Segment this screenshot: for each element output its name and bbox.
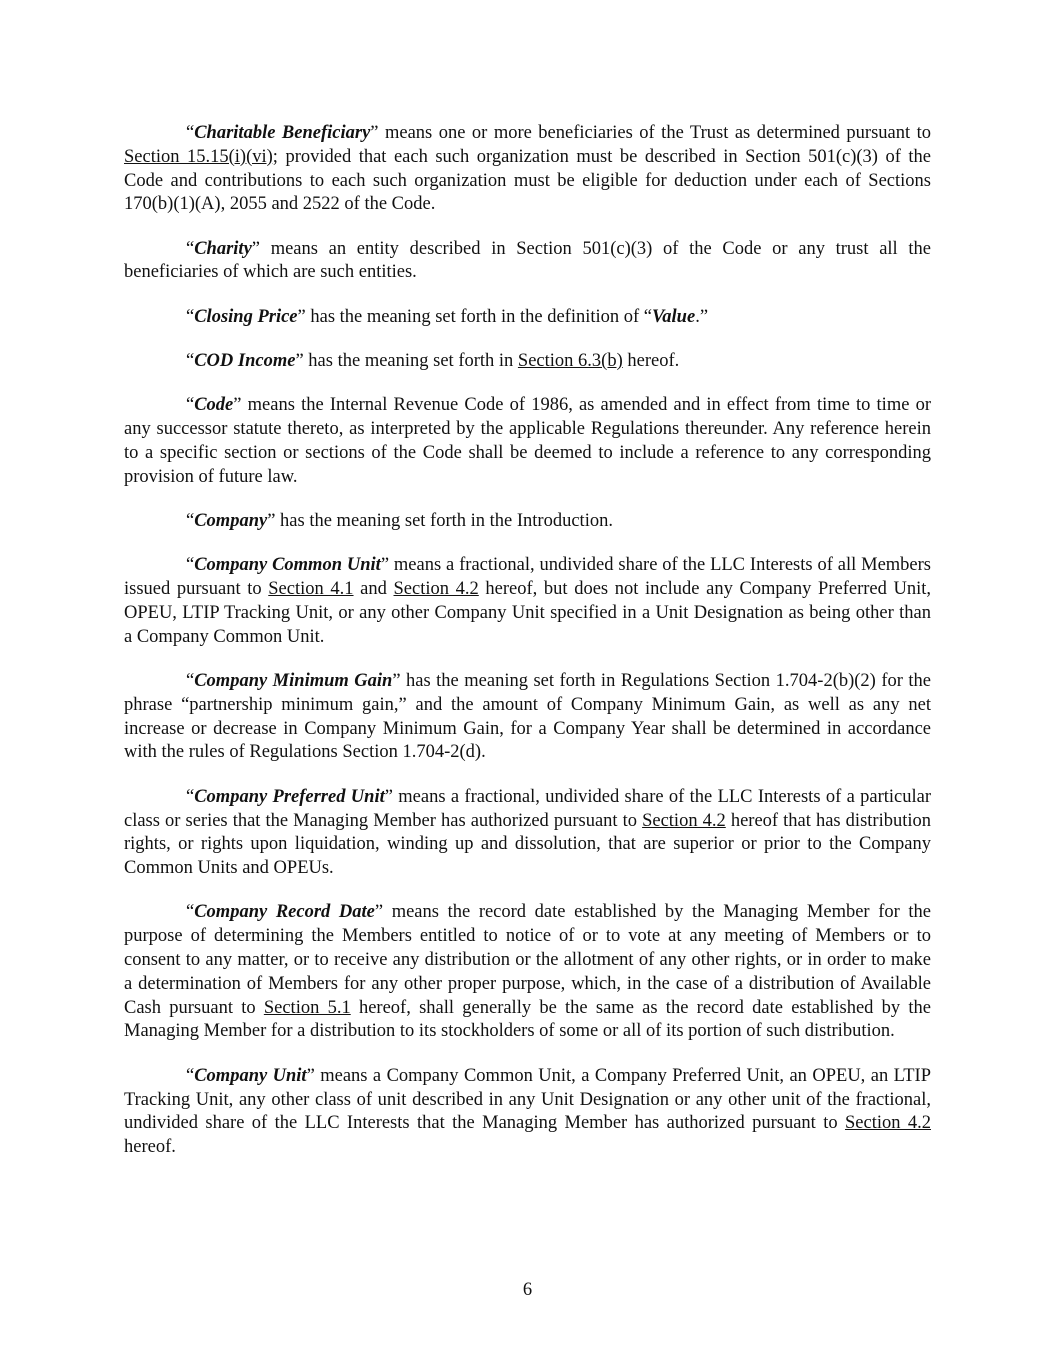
- definition-paragraph: [124, 510, 931, 534]
- definition-text: “: [186, 902, 195, 923]
- definition-text: ” means a fractional, undivided share of the LLC Interests of all Members issued pursuant to: [124, 555, 931, 600]
- defined-term: Company Unit: [194, 1065, 307, 1086]
- definition-text: “: [186, 351, 195, 372]
- definition-text: ” means the record date established by the Managing Member for the purpose of determining the Members entitled to notice of or to vote at any meeting of Members or to consent to any matter, or to receive any distribution or the allotment of any other rights, or in order to make a determination of Members for any other proper purpose, which, in the case of a distribution of Available Cash pursuant to: [124, 902, 931, 1018]
- definition-text: ” means one or more beneficiaries of the Trust as determined pursuant to: [370, 123, 931, 143]
- definition-text: “: [186, 555, 195, 576]
- definitions-list: [124, 122, 931, 1160]
- definition-text: ” has the meaning set forth in the definition of “: [297, 306, 652, 327]
- definition-text: “: [186, 238, 195, 259]
- section-reference: Section 4.2: [844, 1113, 931, 1134]
- definition-text: “: [186, 786, 195, 807]
- defined-term: Value: [652, 306, 696, 327]
- definition-paragraph: [124, 786, 931, 881]
- definition-text: ” has the meaning set forth in the Introduction.: [267, 511, 613, 532]
- definition-paragraph: [124, 670, 931, 765]
- definition-text: hereof, but does not include any Company Preferred Unit, OPEU, LTIP Tracking Unit, or any other Company Unit specified in a Unit Designation as being other than a Company Common Unit.: [124, 579, 931, 647]
- definition-paragraph: [124, 1065, 931, 1160]
- defined-term: Closing Price: [194, 306, 298, 327]
- defined-term: COD Income: [194, 351, 296, 372]
- page-number: 6: [522, 1280, 533, 1300]
- definition-text: ” has the meaning set forth in Regulations Section 1.704-2(b)(2) for the phrase “partnership minimum gain,” and the amount of Company Minimum Gain, as well as any net increase or decrease in Company Minimum Gain, for a Company Year shall be determined in accordance with the rules of Regulations Section 1.704-2(d).: [124, 671, 931, 763]
- defined-term: Company Record Date: [194, 902, 375, 923]
- section-reference: Section 4.1: [268, 579, 354, 600]
- defined-term: Charitable Beneficiary: [194, 123, 371, 143]
- document-page: [124, 122, 931, 1180]
- definition-text: ” means a Company Common Unit, a Company Preferred Unit, an OPEU, an LTIP Tracking Unit, any other class of unit described in any Unit Designation or any other unit of the fractional, undivided share of the LLC Interests that the Managing Member has authorized pursuant to: [124, 1065, 931, 1134]
- section-reference: Section 4.2: [642, 810, 726, 831]
- definition-text: ” means the Internal Revenue Code of 1986, as amended and in effect from time to time or any successor statute thereto, as interpreted by the applicable Regulations thereunder. Any reference herein to a specific section or sections of the Code shall be deemed to include a reference to any corresponding provision of future law.: [124, 395, 931, 487]
- definition-paragraph: [124, 238, 931, 286]
- section-reference: Section 6.3(b): [517, 351, 623, 372]
- section-reference: Section 15.15(i)(vi): [124, 146, 273, 167]
- definition-text: hereof that has distribution rights, or rights upon liquidation, winding up and dissolution, that are superior or prior to the Company Common Units and OPEUs.: [124, 810, 931, 879]
- definition-text: “: [186, 511, 195, 532]
- definition-text: ; provided that each such organization must be described in Section 501(c)(3) of the Code and contributions to each such organization must be eligible for deduction under each of Sections 170(b)(1)(A), 2055 and 2522 of the Code.: [124, 146, 931, 215]
- definition-text: “: [186, 395, 195, 416]
- definition-text: hereof, shall generally be the same as the record date established by the Managing Member for a distribution to its stockholders of some or all of its portion of such distribution.: [124, 997, 931, 1042]
- definition-paragraph: [124, 350, 931, 374]
- defined-term: Company Minimum Gain: [194, 671, 393, 692]
- definition-text: “: [186, 671, 195, 692]
- definition-text: hereof.: [622, 351, 680, 372]
- section-reference: Section 4.2: [393, 579, 479, 600]
- definition-text: ” means a fractional, undivided share of the LLC Interests of a particular class or series that the Managing Member has authorized pursuant to: [124, 786, 931, 831]
- definition-text: “: [186, 306, 195, 327]
- definition-text: and: [353, 579, 394, 600]
- definition-paragraph: [124, 394, 931, 489]
- defined-term: Company: [194, 511, 268, 532]
- definition-paragraph: [124, 306, 931, 330]
- defined-term: Company Preferred Unit: [194, 786, 385, 807]
- definition-text: .”: [695, 306, 709, 327]
- definition-text: “: [186, 1065, 195, 1086]
- defined-term: Company Common Unit: [194, 555, 381, 576]
- section-reference: Section 5.1: [263, 997, 351, 1018]
- defined-term: Code: [194, 395, 234, 416]
- definition-paragraph: [124, 901, 931, 1044]
- definition-paragraph: [124, 554, 931, 649]
- definition-text: ” means an entity described in Section 501(c)(3) of the Code or any trust all the beneficiaries of which are such entities.: [124, 238, 931, 283]
- definition-text: hereof.: [124, 1137, 176, 1158]
- definition-text: “: [186, 123, 195, 143]
- definition-text: ” has the meaning set forth in: [295, 351, 518, 372]
- definition-paragraph: [124, 122, 931, 217]
- defined-term: Charity: [194, 238, 252, 259]
